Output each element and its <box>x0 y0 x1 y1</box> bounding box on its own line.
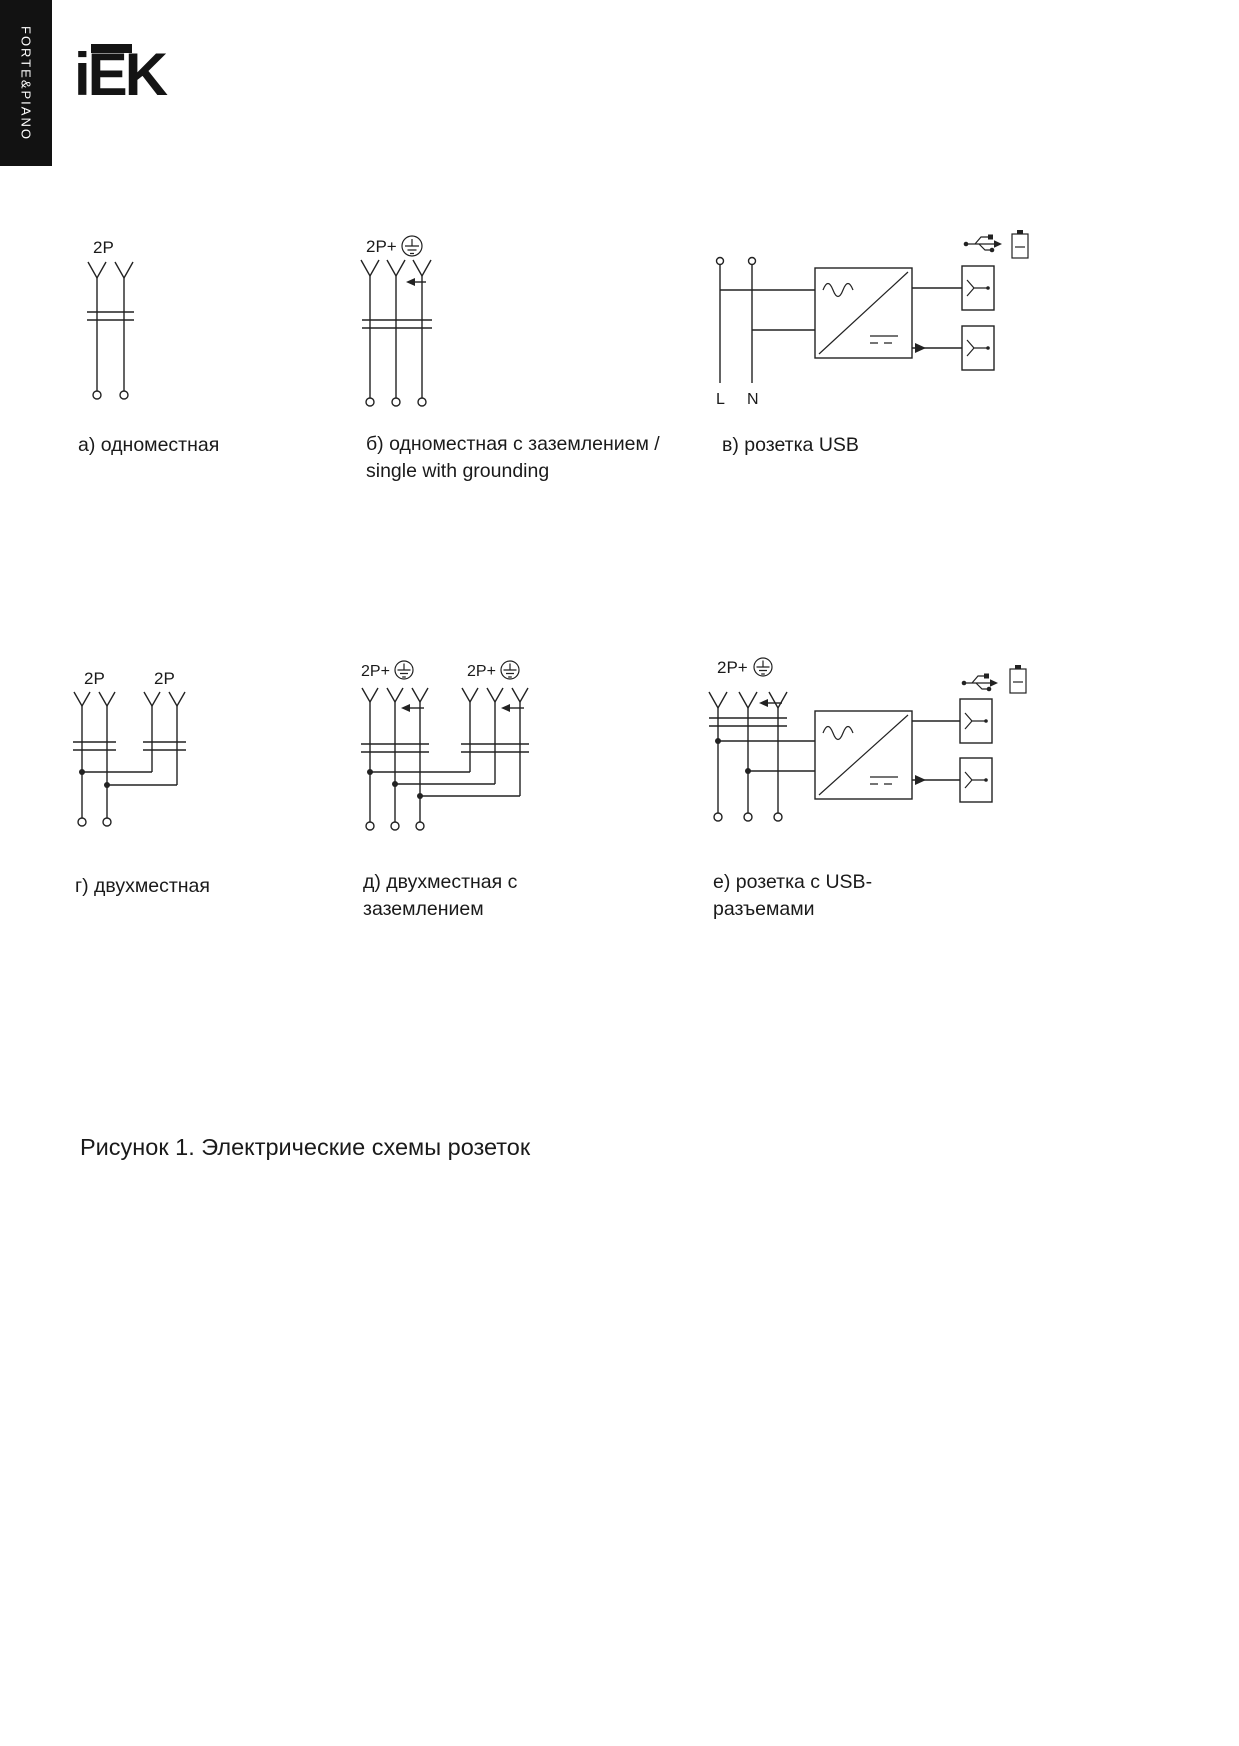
diagram-socket-with-usb <box>705 653 1045 838</box>
diagram-usb-socket <box>700 228 1040 413</box>
conductors <box>718 708 778 813</box>
usb-port-top <box>962 266 994 310</box>
side-tab-label: FORTE&PIANO <box>18 25 34 141</box>
acdc-converter-box <box>815 711 912 799</box>
label-2p: 2P <box>93 238 114 257</box>
diagram-double-socket-grounded <box>355 660 540 840</box>
usb-port-top <box>960 699 992 743</box>
terminal-circles <box>714 813 782 821</box>
caption-e: е) розетка с USB- разъемами <box>713 871 873 920</box>
logo-text: iEK <box>74 41 166 108</box>
jumper-wires <box>79 769 177 788</box>
plug-fork-icon <box>709 692 787 708</box>
caption-c: в) розетка USB <box>722 434 859 456</box>
output-wires <box>912 288 962 353</box>
conductors <box>370 276 422 398</box>
label-2p-plus: 2P+ <box>717 658 748 677</box>
label-2p-right: 2P <box>154 669 175 688</box>
terminal-circles <box>78 818 111 826</box>
ground-arrow-icon <box>406 278 426 286</box>
conductors <box>370 702 520 822</box>
ac-sine-icon <box>823 727 853 740</box>
terminal-circles <box>366 398 426 406</box>
label-n: N <box>747 391 759 408</box>
terminal-circles <box>366 822 424 830</box>
forte-piano-side-tab <box>0 0 52 166</box>
label-2p-plus-right: 2P+ <box>467 663 496 680</box>
terminal-circles <box>93 391 128 399</box>
usb-icon <box>964 235 1002 253</box>
usb-icon <box>962 674 998 692</box>
diagram-double-socket <box>70 666 230 838</box>
caption-d: д) двухместная с заземлением <box>363 871 518 920</box>
caption-b: б) одноместная с заземлением / single with grounding <box>366 433 660 482</box>
branch-wires <box>715 738 815 774</box>
figure-title: Рисунок 1. Электрические схемы розеток <box>80 1134 531 1160</box>
label-2p-plus-left: 2P+ <box>361 663 390 680</box>
socket-contacts <box>87 312 134 320</box>
battery-icon <box>1012 230 1028 258</box>
diagram-single-socket-grounded <box>358 230 508 415</box>
label-2p-left: 2P <box>84 669 105 688</box>
usb-port-bottom <box>962 326 994 370</box>
diagram-single-socket <box>75 237 195 412</box>
plug-fork-icon <box>74 692 185 706</box>
label-2p-plus: 2P+ <box>366 237 397 256</box>
jumper-wires <box>367 769 520 799</box>
battery-icon <box>1010 665 1026 693</box>
ac-sine-icon <box>823 284 853 297</box>
plug-fork-icon <box>88 262 133 278</box>
dc-symbol-icon <box>870 777 898 784</box>
earth-icon <box>395 661 413 679</box>
iek-logo <box>74 38 204 114</box>
earth-icon <box>402 236 422 256</box>
socket-contacts <box>361 744 529 752</box>
socket-contacts <box>73 742 186 750</box>
conductors <box>97 278 124 391</box>
usb-port-bottom <box>960 758 992 802</box>
earth-icon <box>754 658 772 676</box>
plug-fork-icon <box>361 260 431 276</box>
caption-g: г) двухместная <box>75 875 210 897</box>
input-terminals <box>717 258 756 384</box>
label-l: L <box>716 391 725 408</box>
output-wires <box>912 721 960 785</box>
acdc-converter-box <box>815 268 912 358</box>
caption-a: а) одноместная <box>78 434 220 456</box>
input-wires <box>720 290 815 330</box>
plug-fork-icon <box>362 688 528 702</box>
dc-symbol-icon <box>870 336 898 343</box>
earth-icon <box>501 661 519 679</box>
conductors <box>82 706 177 818</box>
